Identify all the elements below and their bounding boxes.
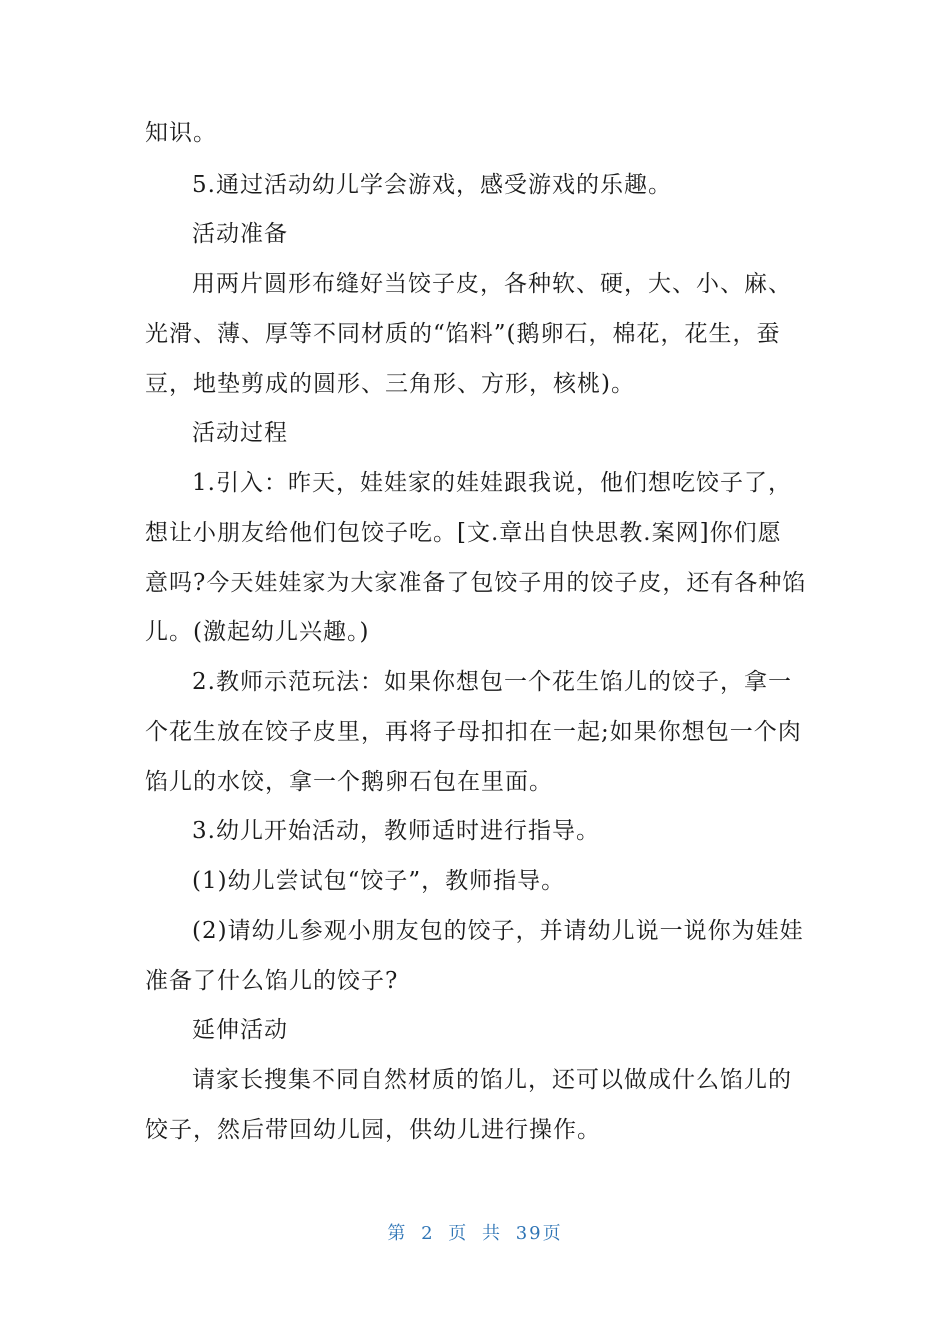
body-text-line: 知识。 — [145, 120, 217, 146]
body-text-line: 豆，地垫剪成的圆形、三角形、方形，核桃)。 — [145, 371, 635, 397]
body-text-line: 想让小朋友给他们包饺子吃。[文.章出自快思教.案网]你们愿 — [145, 520, 782, 546]
page-number-footer: 第 2 页 共 39页 — [387, 1223, 563, 1244]
list-item-1: 1.引入：昨天，娃娃家的娃娃跟我说，他们想吃饺子了， — [192, 470, 792, 496]
section-heading-extension: 延伸活动 — [192, 1017, 288, 1043]
body-text-line: 请家长搜集不同自然材质的馅儿，还可以做成什么馅儿的 — [192, 1067, 792, 1093]
body-text-line: 个花生放在饺子皮里，再将子母扣扣在一起;如果你想包一个肉 — [145, 719, 802, 745]
list-item-5: 5.通过活动幼儿学会游戏，感受游戏的乐趣。 — [192, 172, 672, 198]
body-text-line: 光滑、薄、厚等不同材质的“馅料”(鹅卵石，棉花，花生，蚕 — [145, 321, 781, 347]
list-item-3: 3.幼儿开始活动，教师适时进行指导。 — [192, 818, 600, 844]
body-text-line: 馅儿的水饺，拿一个鹅卵石包在里面。 — [145, 769, 553, 795]
section-heading-preparation: 活动准备 — [192, 221, 288, 247]
sub-item-2: (2)请幼儿参观小朋友包的饺子，并请幼儿说一说你为娃娃 — [192, 918, 804, 944]
body-text-line: 儿。(激起幼儿兴趣。) — [145, 619, 370, 645]
body-text-line: 饺子，然后带回幼儿园，供幼儿进行操作。 — [145, 1117, 601, 1143]
section-heading-process: 活动过程 — [192, 420, 288, 446]
list-item-2: 2.教师示范玩法：如果你想包一个花生馅儿的饺子，拿一 — [192, 669, 792, 695]
body-text-line: 意吗?今天娃娃家为大家准备了包饺子用的饺子皮，还有各种馅 — [145, 570, 807, 596]
body-text-line: 准备了什么馅儿的饺子? — [145, 968, 399, 994]
body-text-line: 用两片圆形布缝好当饺子皮，各种软、硬，大、小、麻、 — [192, 271, 792, 297]
sub-item-1: (1)幼儿尝试包“饺子”，教师指导。 — [192, 868, 566, 894]
